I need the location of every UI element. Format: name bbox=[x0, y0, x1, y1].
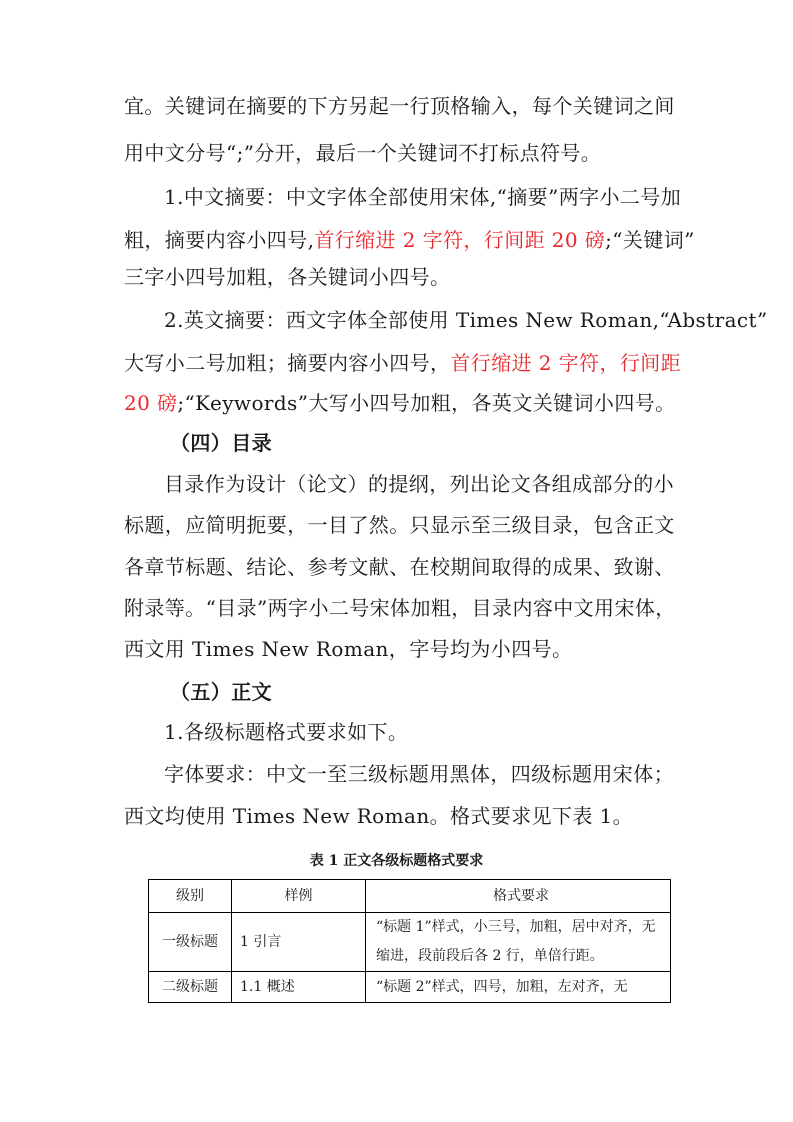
text-line-2: 用中文分号“;”分开，最后一个关键词不打标点符号。 bbox=[124, 141, 602, 165]
text-line-6: 2.英文摘要：西文字体全部使用 Times New Roman,“Abstract” bbox=[164, 308, 768, 332]
text-line-14: 1.各级标题格式要求如下。 bbox=[164, 720, 409, 744]
text-line-4 bbox=[124, 226, 695, 254]
section-heading-5: （五）正文 bbox=[170, 680, 272, 704]
text-line-13: 西文用 Times New Roman，字号均为小四号。 bbox=[124, 637, 573, 661]
cell-format: “标题 2”样式，四号，加粗，左对齐，无 bbox=[366, 972, 671, 1003]
text-line-5: 三字小四号加粗，各关键词小四号。 bbox=[124, 265, 451, 289]
text-line-8 bbox=[124, 389, 676, 417]
text-segment: ;“关键词” bbox=[605, 228, 695, 252]
section-heading-4: （四）目录 bbox=[170, 431, 272, 455]
table-header-row bbox=[149, 880, 671, 913]
heading-format-table bbox=[148, 879, 671, 1003]
table-row bbox=[149, 913, 671, 972]
text-line-15: 字体要求：中文一至三级标题用黑体，四级标题用宋体； bbox=[164, 762, 674, 786]
table-row bbox=[149, 972, 671, 1003]
text-segment: ;“Keywords”大写小四号加粗，各英文关键词小四号。 bbox=[177, 391, 676, 415]
text-line-9: 目录作为设计（论文）的提纲，列出论文各组成部分的小 bbox=[164, 472, 674, 496]
text-line-11: 各章节标题、结论、参考文献、在校期间取得的成果、致谢、 bbox=[124, 555, 675, 579]
text-segment: 大写小二号加粗；摘要内容小四号， bbox=[124, 351, 451, 375]
cell-example: 1.1 概述 bbox=[232, 972, 366, 1003]
cell-level: 一级标题 bbox=[149, 913, 232, 972]
highlight-text: 首行缩进 2 字符，行间距 20 磅 bbox=[314, 228, 606, 252]
text-segment: 粗，摘要内容小四号, bbox=[124, 228, 315, 252]
header-cell-example: 样例 bbox=[232, 880, 366, 913]
header-cell-format: 格式要求 bbox=[366, 880, 671, 913]
text-line-16: 西文均使用 Times New Roman。格式要求见下表 1。 bbox=[124, 804, 634, 828]
header-cell-level: 级别 bbox=[149, 880, 232, 913]
table-caption: 表 1 正文各级标题格式要求 bbox=[309, 853, 484, 869]
text-line-1: 宜。关键词在摘要的下方另起一行顶格输入，每个关键词之间 bbox=[124, 94, 675, 118]
highlight-text: 首行缩进 2 字符，行间距 bbox=[450, 351, 682, 375]
text-line-7 bbox=[124, 349, 681, 377]
cell-example: 1 引言 bbox=[232, 913, 366, 972]
cell-level: 二级标题 bbox=[149, 972, 232, 1003]
cell-format: “标题 1”样式，小三号，加粗，居中对齐，无缩进，段前段后各 2 行，单倍行距。 bbox=[366, 913, 671, 972]
text-line-3: 1.中文摘要：中文字体全部使用宋体,“摘要”两字小二号加 bbox=[164, 185, 682, 209]
text-line-12: 附录等。“目录”两字小二号宋体加粗，目录内容中文用宋体， bbox=[124, 596, 676, 620]
text-line-10: 标题，应简明扼要，一目了然。只显示至三级目录，包含正文 bbox=[124, 513, 675, 537]
highlight-text: 20 磅 bbox=[124, 391, 178, 415]
